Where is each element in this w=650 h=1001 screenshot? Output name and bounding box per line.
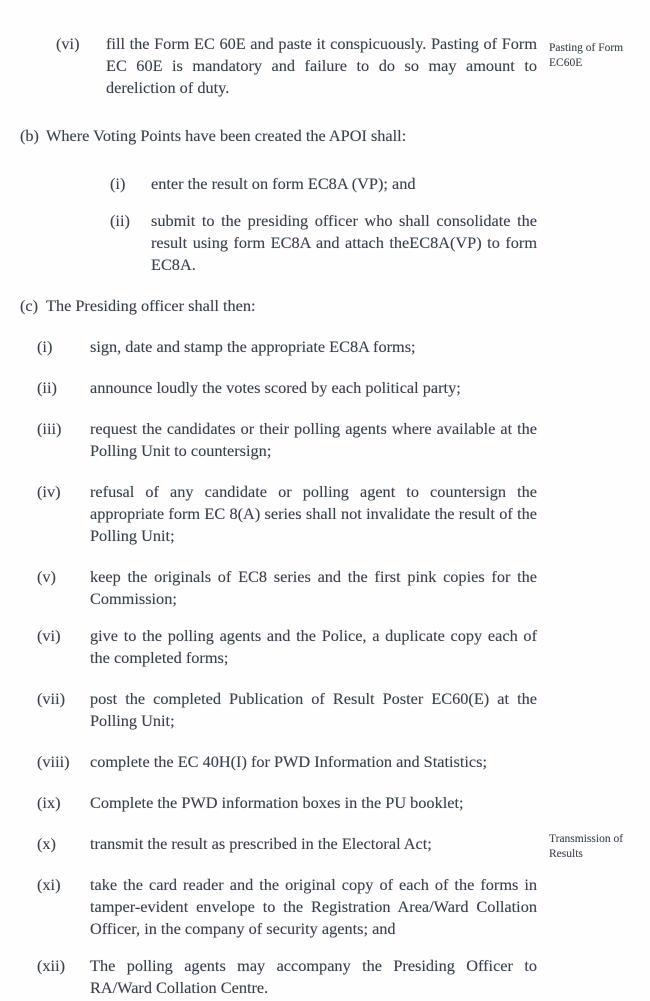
- list-item-text: fill the Form EC 60E and paste it conspicuously. Pasting of Form EC 60E is mandatory and failure to do so may amount to dereliction of duty.: [106, 34, 537, 97]
- list-item-label: (ii): [37, 378, 57, 397]
- list-item-vi-top: [0, 33, 537, 99]
- list-item-label: (i): [37, 337, 53, 356]
- section-label: (c): [20, 296, 39, 315]
- list-item-text: take the card reader and the original copy of each of the forms in tamper-evident envelope to the Registration Area/Ward Collation Officer, in the company of security agents; and: [90, 875, 537, 938]
- section-b-heading: [0, 125, 537, 147]
- section-label: (b): [20, 126, 39, 145]
- list-item-label: (v): [37, 567, 56, 586]
- list-item-label: (viii): [37, 752, 70, 771]
- list-item-label: (vi): [56, 34, 80, 53]
- list-item-text: transmit the result as prescribed in the Electoral Act;: [90, 834, 432, 853]
- list-item-label: (x): [37, 834, 56, 853]
- list-item-text: request the candidates or their polling agents where available at the Polling Unit to countersign;: [90, 419, 537, 460]
- list-item-label: (vi): [37, 626, 61, 645]
- list-item-c-iv: [0, 481, 537, 547]
- list-item-label: (xii): [37, 956, 66, 975]
- list-item-b-i: [0, 173, 537, 195]
- list-item-c-vi: [0, 625, 537, 669]
- section-heading-text: The Presiding officer shall then:: [46, 296, 256, 315]
- list-item-text: The polling agents may accompany the Presiding Officer to RA/Ward Collation Centre.: [90, 956, 537, 997]
- list-item-text: Complete the PWD information boxes in the PU booklet;: [90, 793, 464, 812]
- margin-note-transmission-of-results: Transmission of Results: [549, 833, 624, 860]
- list-item-label: (ii): [110, 211, 130, 230]
- list-item-text: refusal of any candidate or polling agent to countersign the appropriate form EC 8(A) series shall not invalidate the result of the Polling Unit;: [90, 482, 537, 545]
- list-item-c-xi: [0, 874, 537, 940]
- list-item-c-i: [0, 336, 537, 358]
- list-item-label: (vii): [37, 689, 66, 708]
- list-item-c-vii: [0, 688, 537, 732]
- list-item-c-iii: [0, 418, 537, 462]
- list-item-c-xii: [0, 955, 537, 999]
- list-item-label: (iv): [37, 482, 61, 501]
- list-item-text: give to the polling agents and the Police, a duplicate copy each of the completed forms;: [90, 626, 537, 667]
- list-item-label: (ix): [37, 793, 61, 812]
- list-item-c-x: [0, 833, 537, 855]
- section-c-heading: [0, 295, 537, 317]
- document-body: [0, 33, 537, 1001]
- section-heading-text: Where Voting Points have been created the APOI shall:: [46, 126, 407, 145]
- margin-note-pasting-of-form: Pasting of Form EC60E: [549, 42, 624, 69]
- list-item-c-ix: [0, 792, 537, 814]
- list-item-text: sign, date and stamp the appropriate EC8A forms;: [90, 337, 416, 356]
- list-item-b-ii: [0, 210, 537, 276]
- list-item-text: complete the EC 40H(I) for PWD Information and Statistics;: [90, 752, 487, 771]
- list-item-text: submit to the presiding officer who shall consolidate the result using form EC8A and attach theEC8A(VP) to form EC8A.: [151, 211, 537, 274]
- list-item-label: (iii): [37, 419, 62, 438]
- list-item-c-ii: [0, 377, 537, 399]
- list-item-text: keep the originals of EC8 series and the first pink copies for the Commission;: [90, 567, 537, 608]
- list-item-text: announce loudly the votes scored by each political party;: [90, 378, 461, 397]
- list-item-label: (i): [110, 174, 126, 193]
- list-item-c-viii: [0, 751, 537, 773]
- list-item-c-v: [0, 566, 537, 610]
- list-item-text: enter the result on form EC8A (VP); and: [151, 174, 416, 193]
- list-item-label: (xi): [37, 875, 61, 894]
- list-item-text: post the completed Publication of Result Poster EC60(E) at the Polling Unit;: [90, 689, 537, 730]
